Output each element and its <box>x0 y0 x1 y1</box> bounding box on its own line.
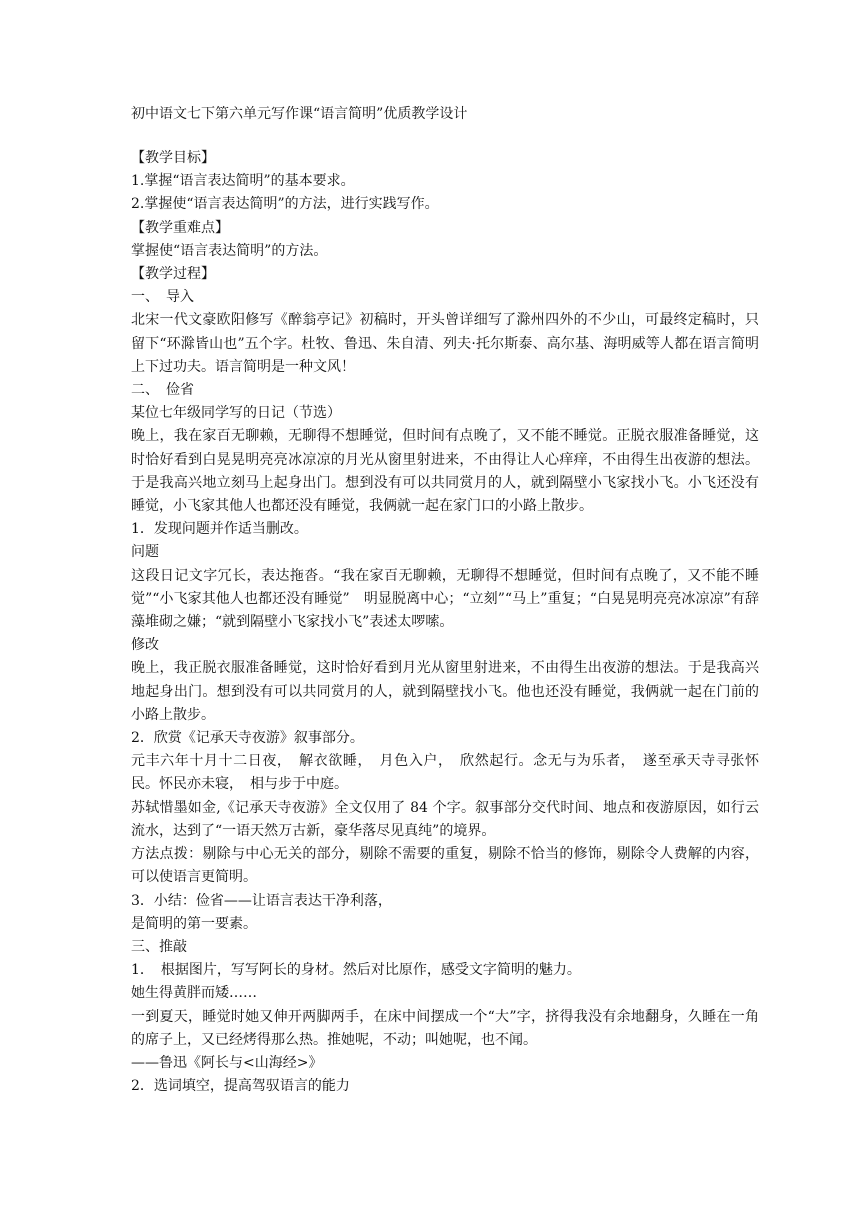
step-item: 1．发现问题并作适当删改。 <box>131 521 308 538</box>
paragraph: 方法点拨：剔除与中心无关的部分，剔除不需要的重复，剔除不恰当的修饰，剔除令人费解的内容，可以使语言更简明。 <box>131 846 759 886</box>
text-line: 是简明的第一要素。 <box>131 915 257 932</box>
section-heading: 【教学过程】 <box>131 266 215 283</box>
paragraph: 苏轼惜墨如金,《记承天寺夜游》全文仅用了 84 个字。叙事部分交代时间、地点和夜游原因，如行云流水，达到了“一语天然万古新，豪华落尽见真纯”的境界。 <box>131 799 759 839</box>
text-line: 她生得黄胖而矮…… <box>131 985 257 1002</box>
subsection-heading: 三、推敲 <box>131 938 187 955</box>
paragraph: 晚上，我正脱衣服准备睡觉，这时恰好看到月光从窗里射进来，不由得生出夜游的想法。于是我高兴地起身出门。想到没有可以共同赏月的人，就到隔壁找小飞。他也还没有睡觉，我俩就一起在门前的小路上散步。 <box>131 660 759 723</box>
paragraph: 这段日记文字冗长，表达拖沓。“我在家百无聊赖，无聊得不想睡觉，但时间有点晚了，又不能不睡觉”“小飞家其他人也都还没有睡觉” 明显脱离中心；“立刻”“马上”重复；“白晃晃明亮亮冰凉凉”有辞藻堆砌之嫌；“就到隔壁小飞家找小飞”表述太啰嗦。 <box>131 567 759 631</box>
step-item: 3．小结：俭省——让语言表达干净利落， <box>131 892 392 909</box>
paragraph: 北宋一代文豪欧阳修写《醉翁亭记》初稿时，开头曾详细写了滁州四外的不少山，可最终定稿时，只留下“环滁皆山也”五个字。杜牧、鲁迅、朱自清、列夫·托尔斯泰、高尔基、海明威等人都在语言简明上下过功夫。语言简明是一种文风！ <box>131 312 759 375</box>
paragraph: 元丰六年十月十二日夜， 解衣欲睡， 月色入户， 欣然起行。念无与为乐者， 遂至承天寺寻张怀民。怀民亦未寝， 相与步于中庭。 <box>131 753 759 793</box>
document-title: 初中语文七下第六单元写作课“语言简明”优质教学设计 <box>131 106 468 122</box>
citation: ——鲁迅《阿长与<山海经>》 <box>131 1054 323 1071</box>
text-line: 问题 <box>131 544 159 561</box>
text-line: 修改 <box>131 637 159 654</box>
subsection-heading: 二、 俭省 <box>131 382 194 399</box>
document-page <box>131 103 759 1098</box>
step-item: 2．选词填空，提高驾驭语言的能力 <box>131 1078 350 1095</box>
step-item: 2．欣赏《记承天寺夜游》叙事部分。 <box>131 730 364 747</box>
paragraph: 一到夏天，睡觉时她又伸开两脚两手，在床中间摆成一个“大”字，挤得我没有余地翻身，久睡在一角的席子上，又已经烤得那么热。推她呢，不动；叫她呢，也不闻。 <box>131 1008 759 1048</box>
goal-item: 1.掌握“语言表达简明”的基本要求。 <box>131 173 355 190</box>
subsection-heading: 一、 导入 <box>131 289 194 306</box>
text-line: 某位七年级同学写的日记（节选） <box>131 405 341 422</box>
section-heading: 【教学重难点】 <box>131 219 229 236</box>
step-item: 1． 根据图片，写写阿长的身材。然后对比原作，感受文字简明的魅力。 <box>131 962 581 979</box>
goal-item: 2.掌握使“语言表达简明”的方法，进行实践写作。 <box>131 196 439 213</box>
section-heading: 【教学目标】 <box>131 150 215 166</box>
text-line: 掌握使“语言表达简明”的方法。 <box>131 242 328 259</box>
paragraph: 晚上，我在家百无聊赖，无聊得不想睡觉，但时间有点晚了，又不能不睡觉。正脱衣服准备睡觉，这时恰好看到白晃晃明亮亮冰凉凉的月光从窗里射进来，不由得让人心痒痒，不由得生出夜游的想法。于是我高兴地立刻马上起身出门。想到没有可以共同赏月的人，就到隔壁小飞家找小飞。小飞还没有睡觉，小飞家其他人也都还没有睡觉，我俩就一起在家门口的小路上散步。 <box>131 428 759 515</box>
